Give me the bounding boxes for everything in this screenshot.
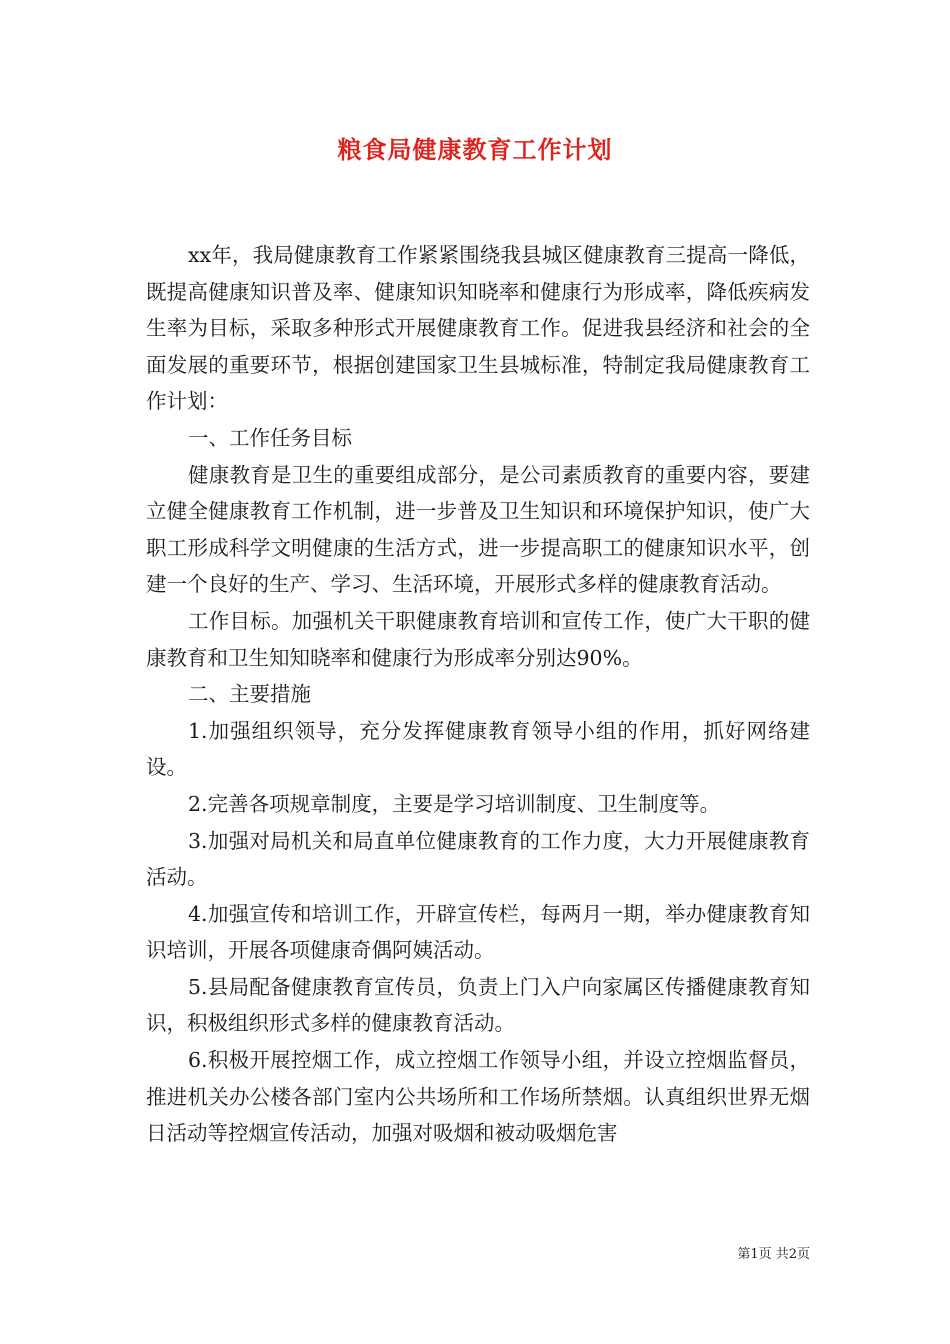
section-heading-goals: 一、工作任务目标 xyxy=(188,425,353,450)
measure-item-2: 2.完善各项规章制度，主要是学习培训制度、卫生制度等。 xyxy=(188,791,721,816)
measure-item-3: 3.加强对局机关和局直单位健康教育的工作力度，大力开展健康教育活动。 xyxy=(146,828,810,890)
paragraph-intro: xx年，我局健康教育工作紧紧围绕我县城区健康教育三提高一降低，既提高健康知识普及率、健康知识知晓率和健康行为形成率，降低疾病发生率为目标，采取多种形式开展健康教育工作。促进我县经济和社会的全面发展的重要环节，根据创建国家卫生县城标准，特制定我局健康教育工作计划： xyxy=(146,243,810,414)
paragraph-targets: 工作目标。加强机关干职健康教育培训和宣传工作，使广大干职的健康教育和卫生知知晓率和健康行为形成率分别达90%。 xyxy=(146,608,810,670)
section-heading-measures: 二、主要措施 xyxy=(188,682,312,707)
measure-item-5: 5.县局配备健康教育宣传员，负责上门入户向家属区传播健康教育知识，积极组织形式多样的健康教育活动。 xyxy=(146,974,810,1036)
page-number-footer: 第1页 共2页 xyxy=(737,1247,810,1262)
document-title: 粮食局健康教育工作计划 xyxy=(337,135,613,164)
document-body xyxy=(146,237,810,1152)
paragraph-goals: 健康教育是卫生的重要组成部分，是公司素质教育的重要内容，要建立健全健康教育工作机制，进一步普及卫生知识和环境保护知识，使广大职工形成科学文明健康的生活方式，进一步提高职工的健康知识水平，创建一个良好的生产、学习、生活环境，开展形式多样的健康教育活动。 xyxy=(146,462,810,597)
measure-item-4: 4.加强宣传和培训工作，开辟宣传栏，每两月一期，举办健康教育知识培训，开展各项健康奇偶阿姨活动。 xyxy=(146,901,810,963)
measure-item-1: 1.加强组织领导，充分发挥健康教育领导小组的作用，抓好网络建设。 xyxy=(146,718,810,780)
measure-item-6: 6.积极开展控烟工作，成立控烟工作领导小组，并设立控烟监督员，推进机关办公楼各部门室内公共场所和工作场所禁烟。认真组织世界无烟日活动等控烟宣传活动，加强对吸烟和被动吸烟危害 xyxy=(146,1048,810,1146)
